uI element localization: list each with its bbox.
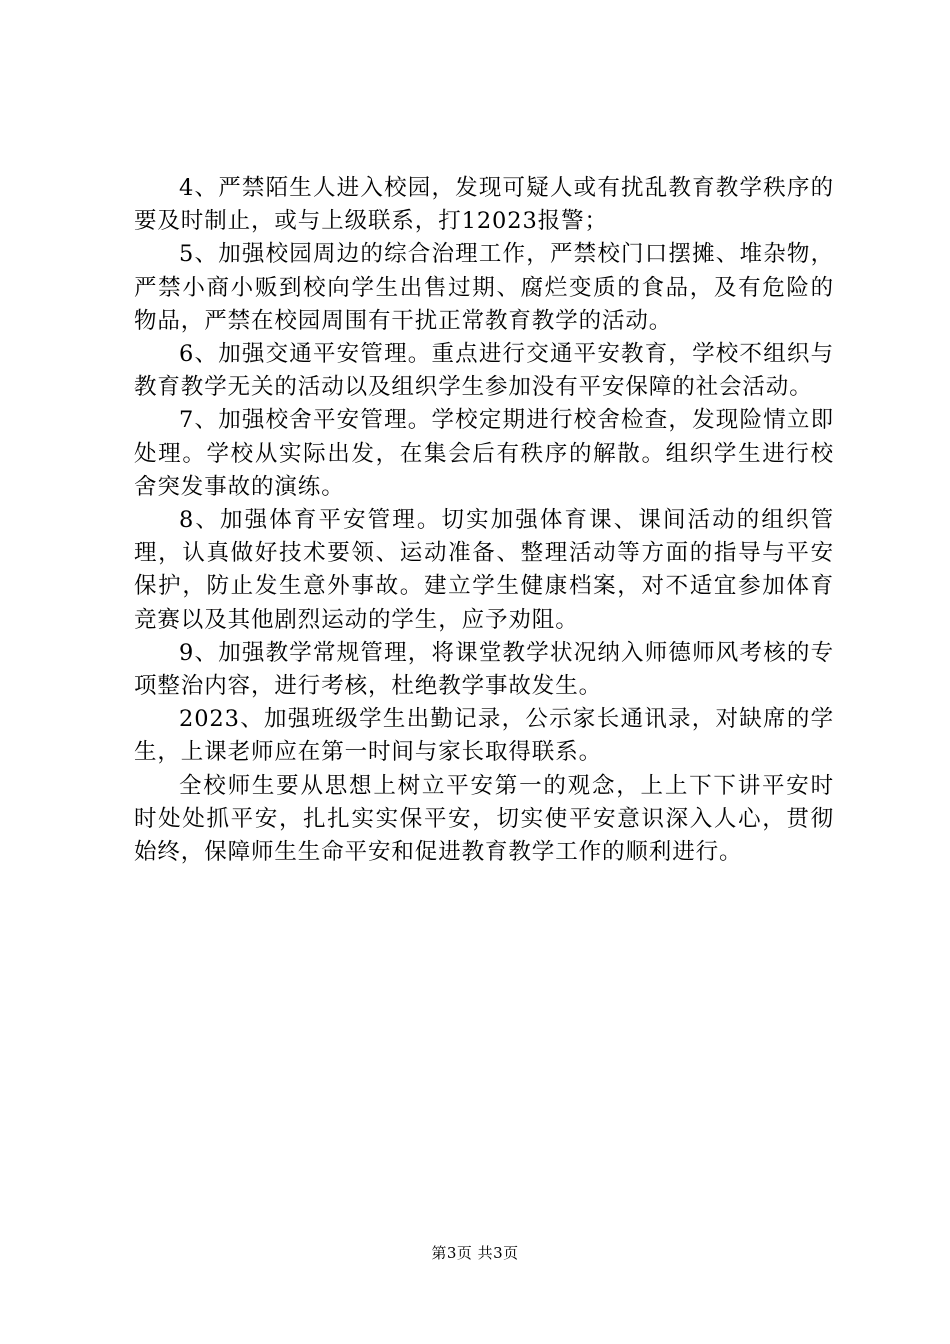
document-body — [134, 172, 834, 869]
paragraph-item-8: 8、加强体育平安管理。切实加强体育课、课间活动的组织管理，认真做好技术要领、运动准备、整理活动等方面的指导与平安保护，防止发生意外事故。建立学生健康档案，对不适宜参加体育竞赛以及其他剧烈运动的学生，应予劝阻。 — [134, 507, 834, 633]
page-footer — [0, 1243, 950, 1263]
paragraph-item-7: 7、加强校舍平安管理。学校定期进行校舍检查，发现险情立即处理。学校从实际出发，在集会后有秩序的解散。组织学生进行校舍突发事故的演练。 — [134, 407, 834, 500]
page-number: 第3页 共3页 — [431, 1244, 519, 1262]
paragraph-item-10: 2023、加强班级学生出勤记录，公示家长通讯录，对缺席的学生，上课老师应在第一时间与家长取得联系。 — [134, 706, 834, 766]
paragraph-item-9: 9、加强教学常规管理，将课堂教学状况纳入师德师风考核的专项整治内容，进行考核，杜绝教学事故发生。 — [134, 639, 834, 700]
paragraph-conclusion: 全校师生要从思想上树立平安第一的观念，上上下下讲平安时时处处抓平安，扎扎实实保平安，切实使平安意识深入人心，贯彻始终，保障师生生命平安和促进教育教学工作的顺利进行。 — [134, 772, 834, 866]
paragraph-item-6: 6、加强交通平安管理。重点进行交通平安教育，学校不组织与教育教学无关的活动以及组织学生参加没有平安保障的社会活动。 — [134, 341, 834, 401]
paragraph-item-4: 4、严禁陌生人进入校园，发现可疑人或有扰乱教育教学秩序的要及时制止，或与上级联系，打12023报警； — [134, 175, 834, 235]
paragraph-item-5: 5、加强校园周边的综合治理工作，严禁校门口摆摊、堆杂物，严禁小商小贩到校向学生出售过期、腐烂变质的食品，及有危险的物品，严禁在校园周围有干扰正常教育教学的活动。 — [134, 241, 834, 334]
